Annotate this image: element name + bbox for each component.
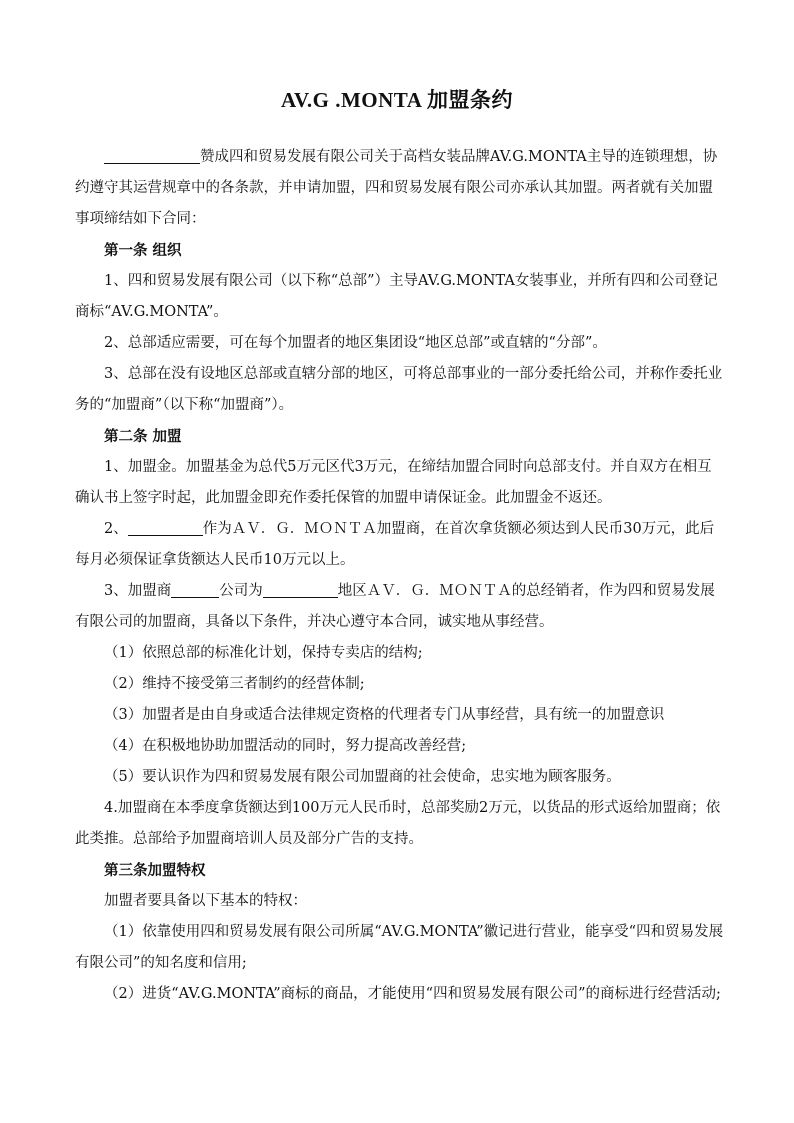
intro-text: 赞成四和贸易发展有限公司关于高档女装品牌AV.G.MONTA主导的连锁理想，协约遵守其运营规章中的各条款，并申请加盟，四和贸易发展有限公司亦承认其加盟。两者就有关加盟事项缔结如下合同： xyxy=(75,149,718,227)
privilege-item: （1）依靠使用四和贸易发展有限公司所属“AV.G.MONTA”徽记进行营业，能享受“四和贸易发展有限公司”的知名度和信用; xyxy=(75,924,724,971)
contract-body xyxy=(75,142,725,1010)
article-2-clause-2 xyxy=(75,514,725,576)
article-1-clause-2: 2、总部适应需要，可在每个加盟者的地区集团设“地区总部”或直辖的“分部”。 xyxy=(104,335,607,351)
clause-3-text: 地区ＡＶ．Ｇ．ＭＯＮＴＡ的总经销者，作为四和贸易发展有限公司的加盟商，具备以下条件，并决心遵守本合同，诚实地从事经营。 xyxy=(75,583,715,630)
franchisee-name-blank xyxy=(128,519,203,536)
clause-2-prefix: 2、 xyxy=(104,521,128,537)
article-3-intro: 加盟者要具备以下基本的特权： xyxy=(104,893,307,909)
article-3-heading: 第三条加盟特权 xyxy=(104,862,206,879)
article-2-heading: 第二条 加盟 xyxy=(104,428,182,445)
condition-item: （2）维持不接受第三者制约的经营体制; xyxy=(104,676,365,692)
region-name-blank xyxy=(263,581,338,598)
article-1-heading: 第一条 组织 xyxy=(104,242,182,259)
article-2-clause-3 xyxy=(75,576,725,638)
contract-title: AV.G .MONTA 加盟条约 xyxy=(280,88,514,112)
condition-item: （5）要认识作为四和贸易发展有限公司加盟商的社会使命，忠实地为顾客服务。 xyxy=(104,769,621,785)
intro-paragraph xyxy=(75,142,725,235)
article-2-clause-4: 4.加盟商在本季度拿货额达到100万元人民币时，总部奖励2万元，以货品的形式返给加盟商；依此类推。总部给予加盟商培训人员及部分广告的支持。 xyxy=(75,800,721,847)
clause-3-middle: 公司为 xyxy=(219,583,263,599)
party-name-blank xyxy=(104,147,200,164)
company-name-blank xyxy=(171,581,219,598)
privilege-item: （2）进货“AV.G.MONTA”商标的商品，才能使用“四和贸易发展有限公司”的商标进行经营活动; xyxy=(104,986,721,1002)
condition-item: （1）依照总部的标准化计划，保持专卖店的结构; xyxy=(104,645,423,661)
article-1-clause-3: 3、总部在没有设地区总部或直辖分部的地区，可将总部事业的一部分委托给公司，并称作委托业务的“加盟商”（以下称“加盟商”）。 xyxy=(75,366,723,413)
condition-item: （4）在积极地协助加盟活动的同时，努力提高改善经营; xyxy=(104,738,467,754)
article-1-clause-1: 1、四和贸易发展有限公司（以下称“总部”）主导AV.G.MONTA女装事业，并所有四和公司登记商标“AV.G.MONTA”。 xyxy=(75,273,718,320)
clause-2-text: 作为ＡＶ．Ｇ．ＭＯＮＴＡ加盟商，在首次拿货额必须达到人民币30万元，此后每月必须保证拿货额达人民币10万元以上。 xyxy=(75,521,715,568)
clause-3-prefix: 3、加盟商 xyxy=(104,583,172,599)
condition-item: （3）加盟者是由自身或适合法律规定资格的代理者专门从事经营，具有统一的加盟意识 xyxy=(104,707,665,723)
article-2-clause-1: 1、加盟金。加盟基金为总代5万元区代3万元，在缔结加盟合同时向总部支付。并自双方在相互确认书上签字时起，此加盟金即充作委托保管的加盟申请保证金。此加盟金不返还。 xyxy=(75,459,712,506)
